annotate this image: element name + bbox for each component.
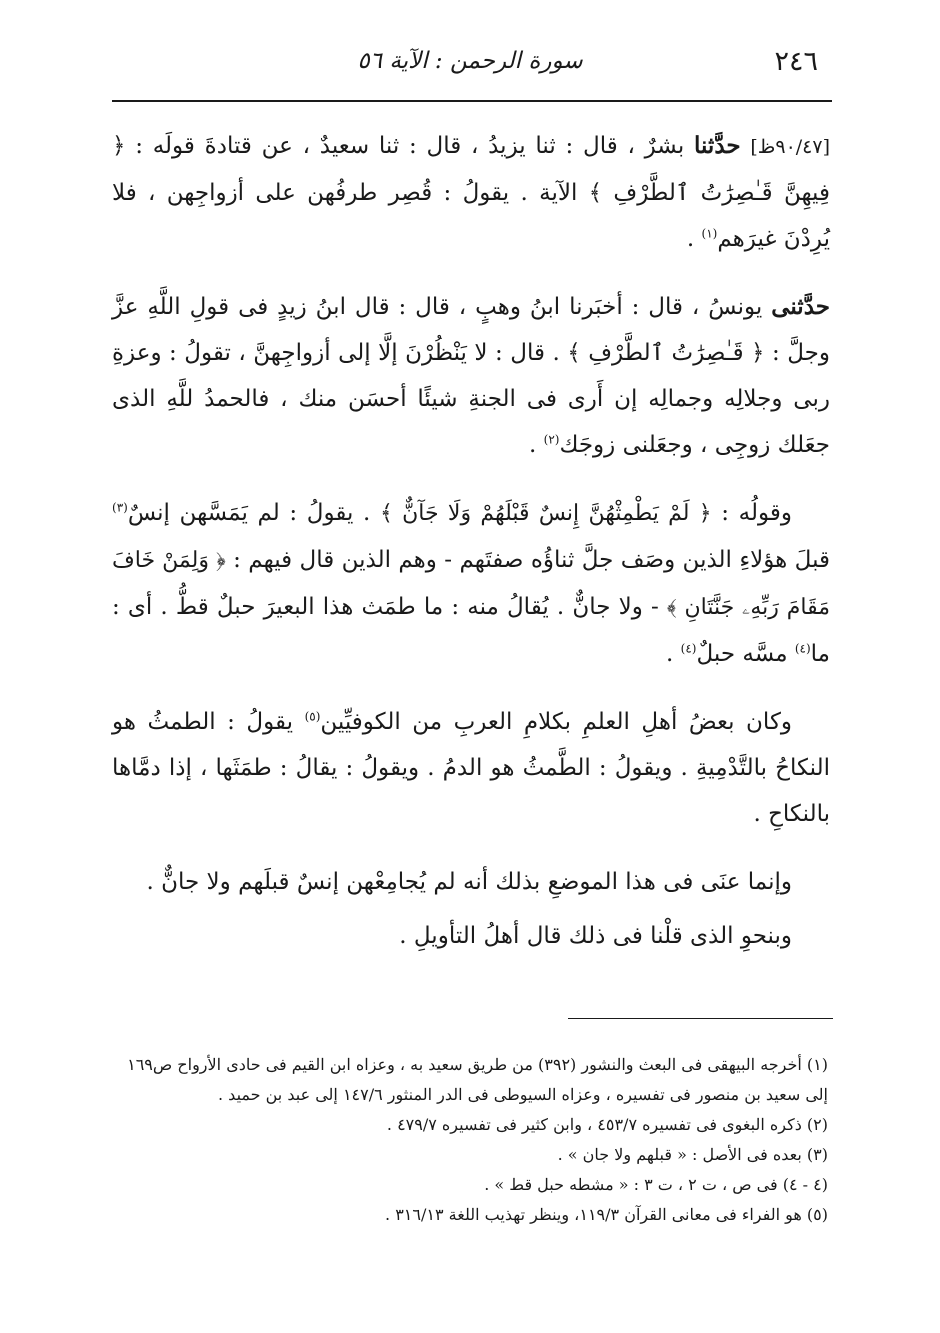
footnote-2: (٢) ذكره البغوى فى تفسيره ٤٥٣/٧ ، وابن كثير فى تفسيره ٤٧٩/٧ . xyxy=(386,1115,828,1134)
paragraph-text: وقولُه : xyxy=(711,500,792,526)
paragraph-lead-word: حدَّثنى xyxy=(771,293,830,320)
paragraph-lead-word: حدَّثنا xyxy=(693,132,741,159)
quran-quote: ﴿ وَلِمَنْ خَافَ مَقَامَ رَبِّهِۦ جَنَّتَانِ ﴾ xyxy=(112,548,830,620)
paragraph-end: . xyxy=(529,432,544,458)
footnote-divider xyxy=(568,1018,833,1019)
paragraph-3 xyxy=(112,490,830,677)
footnote-marker: (٤) xyxy=(680,641,697,656)
footnote-4: (٤ - ٤) فى ص ، ت ٢ ، ت ٣ : « مشطه حبل قط » . xyxy=(484,1175,828,1194)
footnote-1: (١) أخرجه البيهقى فى البعث والنشور (٣٩٢) من طريق سعيد به ، وعزاه ابن القيم فى حادى الأرواح ص١٦٩ إلى سعيد بن منصور فى تفسيره ، وعزاه السيوطى فى الدر المنثور ١٤٧/٦ إلى عبد بن حميد . xyxy=(127,1055,828,1104)
footnote-marker: (٣) xyxy=(112,500,128,515)
main-text xyxy=(112,123,830,981)
footnote-marker: (٤) xyxy=(794,641,811,656)
quran-quote: ﴿ لَمْ يَطْمِثْهُنَّ إِنسٌ قَبْلَهُمْ وَلَا جَآنٌّ ﴾ xyxy=(379,501,712,526)
paragraph-text: يقولُ : الطمثُ هو النكاحُ بالتَّدْمِيةِ . ويقولُ : الطَّمثُ هو الدمُ . ويقولُ : يقالُ : طمَثَها ، إذا دمَّاها بالنكاحِ . xyxy=(112,709,830,827)
footnote-3: (٣) بعده فى الأصل : « قبلهم ولا جان » . xyxy=(557,1145,828,1164)
paragraph-text: يونسُ ، قال : أخبَرنا ابنُ وهبٍ ، قال : قال ابنُ زيدٍ فى قولِ اللَّهِ عزَّ وجلَّ : ﴿ قَـٰصِرَٰتُ ٱلطَّرْفِ ﴾ . قال : لا يَنْظُرْنَ إلَّا إلى أزواجِهنَّ ، تقولُ : وعزةِ ربى وجلالِه وجمالِه إن أَرى فى الجنةِ شيئًا أحسَن منك ، فالحمدُ للَّهِ الذى جعَلك زوجِى ، وجعَلنى زوجَك xyxy=(112,294,830,458)
footnote-marker: (٥) xyxy=(304,709,321,724)
page-number: ٢٤٦ xyxy=(774,46,818,77)
paragraph-1 xyxy=(112,123,830,262)
manuscript-reference: [٩٠/٤٧ظ] xyxy=(750,136,831,158)
footnote-5: (٥) هو الفراء فى معانى القرآن ١١٩/٣، وينظر تهذيب اللغة ٣١٦/١٣ . xyxy=(385,1205,828,1224)
paragraph-text: . يقولُ : لم يَمَسَّهن إنسٌ xyxy=(127,500,380,526)
header-divider xyxy=(112,100,832,102)
footnote-marker: (١) xyxy=(701,226,718,241)
page-header xyxy=(112,40,828,90)
footnote-marker: (٢) xyxy=(543,432,560,447)
paragraph-text: بشرٌ ، قال : ثنا يزيدُ ، قال : ثنا سعيدٌ ، عن قتادةَ قولَه : ﴿ فِيهِنَّ قَـٰصِرَٰتُ ٱلطَّرْفِ ﴾ الآية . يقولُ : قُصِر طرفُهن على أزواجِهن ، فلا يُرِدْنَ غيرَهم xyxy=(112,133,830,252)
running-title: سورة الرحمن : الآية ٥٦ xyxy=(357,48,583,74)
paragraph-end: . xyxy=(686,226,702,252)
paragraph-text: . xyxy=(666,641,681,667)
paragraph-4 xyxy=(112,699,830,837)
paragraph-text: مسَّه حبلٌ xyxy=(696,641,795,667)
footnotes xyxy=(112,1050,828,1230)
paragraph-6: وبنحوِ الذى قلْنا فى ذلك قال أهلُ التأويلِ . xyxy=(399,923,792,949)
paragraph-text: قبلَ هؤلاءِ الذين وصَف جلَّ ثناؤُه صفتَهم - وهم الذين قال فيهم : xyxy=(225,547,830,573)
paragraph-5: وإنما عنَى فى هذا الموضعِ بذلك أنه لم يُجامِعْهن إنسٌ قبلَهم ولا جانٌّ . xyxy=(146,869,792,895)
paragraph-2 xyxy=(112,284,830,468)
paragraph-text: - ولا جانٌّ . يُقالُ منه : ما طمَث هذا البعيرَ حبلٌ قطُّ . أى : ما xyxy=(112,594,830,667)
paragraph-text: وكان بعضُ أهلِ العلمِ بكلامِ العربِ من الكوفيِّين xyxy=(320,709,792,735)
